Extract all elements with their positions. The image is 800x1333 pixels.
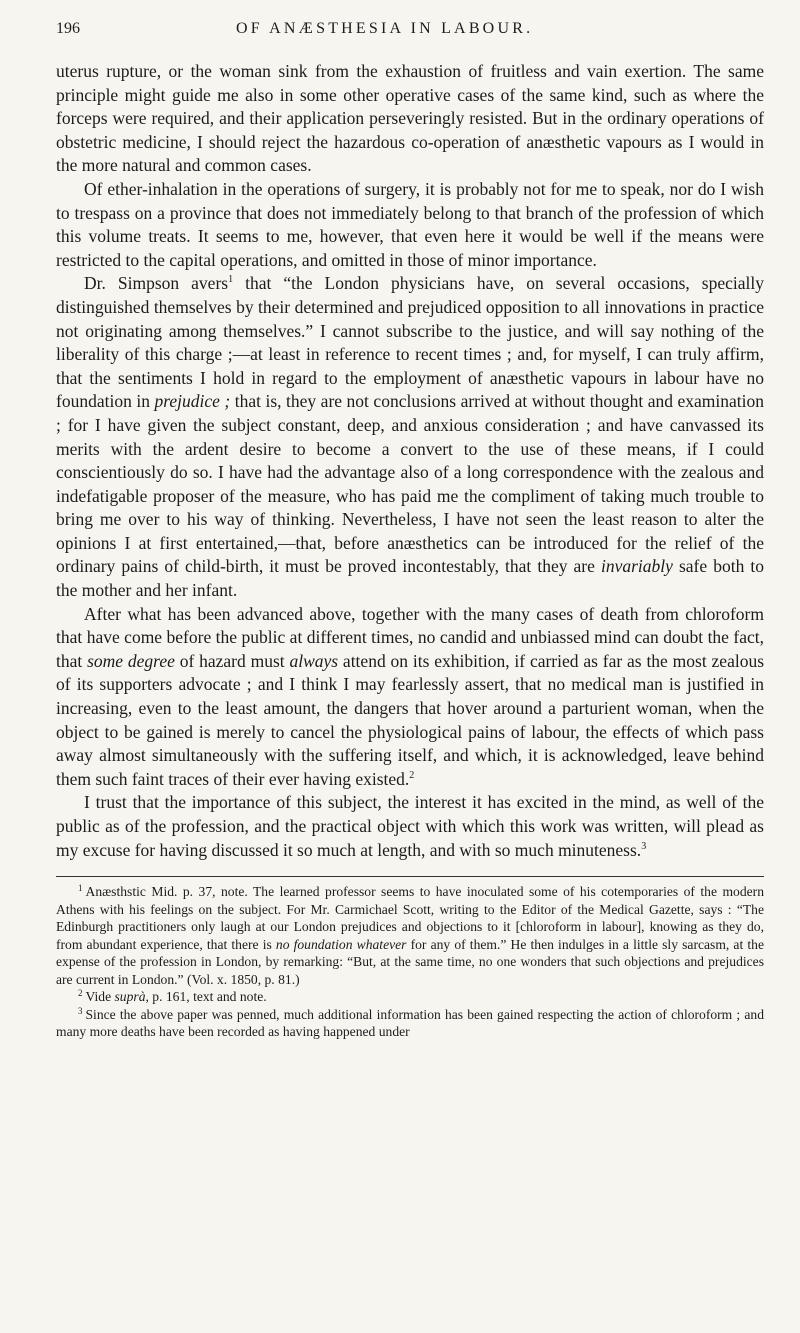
page-header [56,20,764,54]
body-text [56,60,764,862]
paragraph-3-text-b: that “the London physicians have, on several occasions, specially distinguished themselves by their determined and prejudiced opposition to all innovations in practice not originating among themselves.” I cannot subscribe to the justice, and will say nothing of the liberality of this charge ;—at least in reference to recent times ; and, for myself, I can truly affirm, that the sentiments I hold in regard to the employment of anæsthetic vapours in labour have no foundation in [56,273,764,412]
footnote-1-text-b: for any of them.” He then indulges in a little sly sarcasm, at the expense of the profession in London, by remarking: “But, at the same time, no one wonders that such objections and prejudices are current in London.” (Vol. x. 1850, p. 81.) [56,936,764,987]
footnote-1-text-a: Anæsthstic Mid. p. 37, note. The learned professor seems to have inoculated some of his cotemporaries of the modern Athens with his feelings on the subject. For Mr. Carmichael Scott, writing to the Editor of the Medical Gazette, says : “The Edinburgh practitioners only laugh at our London prejudices and objections to it [chloroform in labour], knowing as they do, from abundant experience, that there is [56,884,764,952]
paragraph-5 [56,791,764,862]
paragraph-4-emphasis-2: always [289,650,339,671]
paragraph-4-text-a: After what has been advanced above, together with the many cases of death from chloroform that have come before the public at different times, no candid and unbiassed mind can doubt the fact, that [56,603,764,671]
paragraph-5-text: I trust that the importance of this subject, the interest it has excited in the mind, as well of the public as of the profession, and the practical object with which this work was written, will plead as my excuse for having discussed it so much at length, and with so much minuteness. [56,792,764,860]
paragraph-4 [56,603,764,792]
footnote-ref-2: 2 [409,769,415,781]
paragraph-3-text-a: Dr. Simpson avers [84,273,229,294]
footnote-2 [56,988,764,1006]
paragraph-2: Of ether-inhalation in the operations of surgery, it is probably not for me to speak, nor do I wish to trespass on a province that does not immediately belong to that branch of the profession of which this volume treats. It seems to me, however, that even here it would be well if the means were restricted to the capital operations, and omitted in those of minor importance. [56,178,764,270]
footnote-ref-3: 3 [641,840,647,852]
footnote-3 [56,1006,764,1041]
footnote-2-emphasis: suprà, [114,989,149,1005]
footnote-1-emphasis: no foundation whatever [275,936,407,952]
footnote-1-mark: 1 [78,883,83,894]
paragraph-3-emphasis: prejudice ; [154,391,231,412]
paragraph-3 [56,272,764,602]
paragraph-4-emphasis: some degree [87,650,175,671]
page-number: 196 [56,20,80,37]
paragraph-1: uterus rupture, or the woman sink from the exhaustion of fruitless and vain exertion. The same principle might guide me also in some other operative cases of the same kind, such as where the forceps were required, and their application perseveringly resisted. But in the ordinary operations of obstetric medicine, I should reject the hazardous co-operation of anæsthetic vapours as I would in the more natural and common cases. [56,61,764,176]
footnote-3-text: Since the above paper was penned, much additional information has been gained respecting the action of chloroform ; and many more deaths have been recorded as having happened under [56,1006,764,1040]
paragraph-3-emphasis-2: invariably [600,556,673,577]
footnote-1 [56,883,764,988]
footnote-ref-1: 1 [228,274,234,286]
footnote-3-mark: 3 [78,1005,83,1016]
footnote-divider [56,876,764,877]
footnote-2-text-b: p. 161, text and note. [148,989,267,1005]
paragraph-3-text-d: safe both to the mother and her infant. [56,556,764,601]
paragraph-4-text-c: attend on its exhibition, if carried as far as the most zealous of its supporters advocate ; and I think I may fearlessly assert, that no medical man is justified in increasing, even to the least amount, the dangers that hover around a parturient woman, when the object to be gained is merely to cancel the physiological pains of labour, the effects of which pass away almost simultaneously with the suffering itself, and which, it is acknowledged, leave behind them such faint traces of their ever having existed. [56,650,765,789]
paragraph-4-text-b: of hazard must [174,650,290,671]
running-head: OF ANÆSTHESIA IN LABOUR. [236,20,534,37]
footnotes [56,883,764,1041]
footnote-2-mark: 2 [78,988,83,999]
paragraph-3-text-c: that is, they are not conclusions arrived at without thought and examination ; for I have given the subject constant, deep, and anxious consideration ; and have canvassed its merits with the ardent desire to become a convert to the use of these means, if I could conscientiously do so. I have had the advantage also of a long correspondence with the zealous and indefatigable proposer of the measure, who has paid me the compliment of taking much trouble to bring me over to his way of thinking. Nevertheless, I have not seen the least reason to alter the opinions I at first entertained,—that, before anæsthetics can be introduced for the relief of the ordinary pains of child-birth, it must be proved incontestably, that they are [56,391,765,577]
footnote-2-text-a: Vide [85,989,115,1005]
